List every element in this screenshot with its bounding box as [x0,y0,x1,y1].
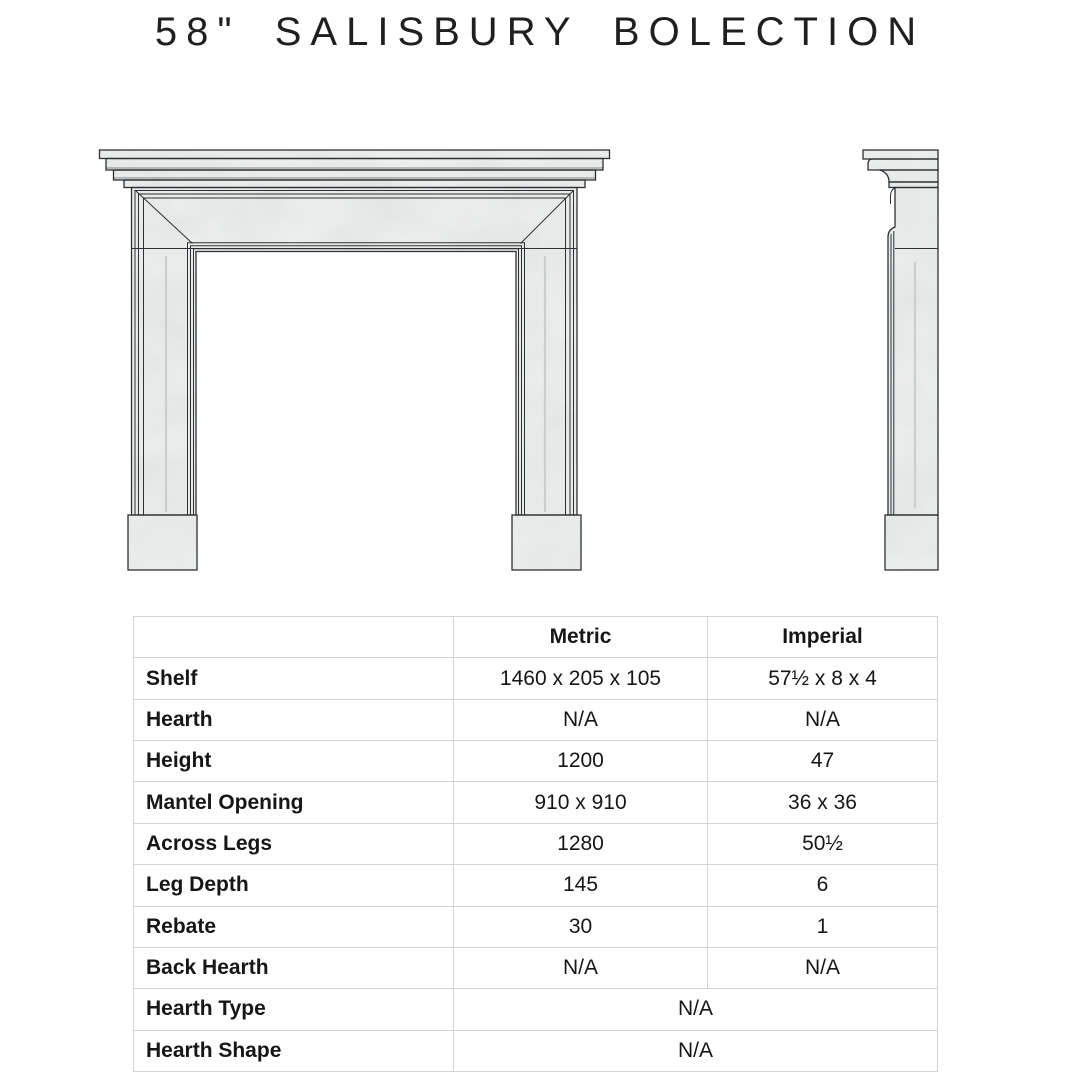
spec-label: Hearth Type [134,989,454,1030]
front-elevation [100,150,610,570]
product-title: 58" SALISBURY BOLECTION [154,10,926,54]
spec-value-metric: 910 x 910 [454,782,708,823]
table-row-across-legs [134,823,938,864]
spec-value-imperial: 6 [708,865,938,906]
side-elevation [863,150,938,570]
spec-value-imperial: 36 x 36 [708,782,938,823]
spec-label: Rebate [134,906,454,947]
spec-value-imperial: 57½ x 8 x 4 [708,658,938,699]
table-row-mantel-opening [134,782,938,823]
spec-value-imperial: 1 [708,906,938,947]
spec-value-imperial: 47 [708,741,938,782]
spec-label: Leg Depth [134,865,454,906]
spec-label: Mantel Opening [134,782,454,823]
spec-value-metric: 145 [454,865,708,906]
table-row-leg-depth [134,865,938,906]
table-header-row [134,617,938,658]
table-row-hearth-shape [134,1030,938,1071]
front-marble-fills [100,150,610,570]
spec-value-imperial: 50½ [708,823,938,864]
spec-table [133,616,938,1072]
spec-value-combined: N/A [454,989,938,1030]
spec-value-metric: 1280 [454,823,708,864]
spec-label: Across Legs [134,823,454,864]
side-marble-fills [863,150,938,570]
spec-value-metric: 1460 x 205 x 105 [454,658,708,699]
spec-label: Height [134,741,454,782]
header-empty-cell [134,617,454,658]
spec-value-metric: N/A [454,699,708,740]
spec-label: Back Hearth [134,947,454,988]
spec-value-combined: N/A [454,1030,938,1071]
spec-value-metric: 30 [454,906,708,947]
spec-value-imperial: N/A [708,699,938,740]
spec-label: Hearth Shape [134,1030,454,1071]
col-header-imperial: Imperial [708,617,938,658]
spec-label: Shelf [134,658,454,699]
spec-value-metric: 1200 [454,741,708,782]
spec-value-metric: N/A [454,947,708,988]
table-row-hearth-type [134,989,938,1030]
table-row-rebate [134,906,938,947]
spec-value-imperial: N/A [708,947,938,988]
table-row-hearth [134,699,938,740]
table-row-height [134,741,938,782]
table-row-shelf [134,658,938,699]
spec-label: Hearth [134,699,454,740]
table-row-back-hearth [134,947,938,988]
col-header-metric: Metric [454,617,708,658]
